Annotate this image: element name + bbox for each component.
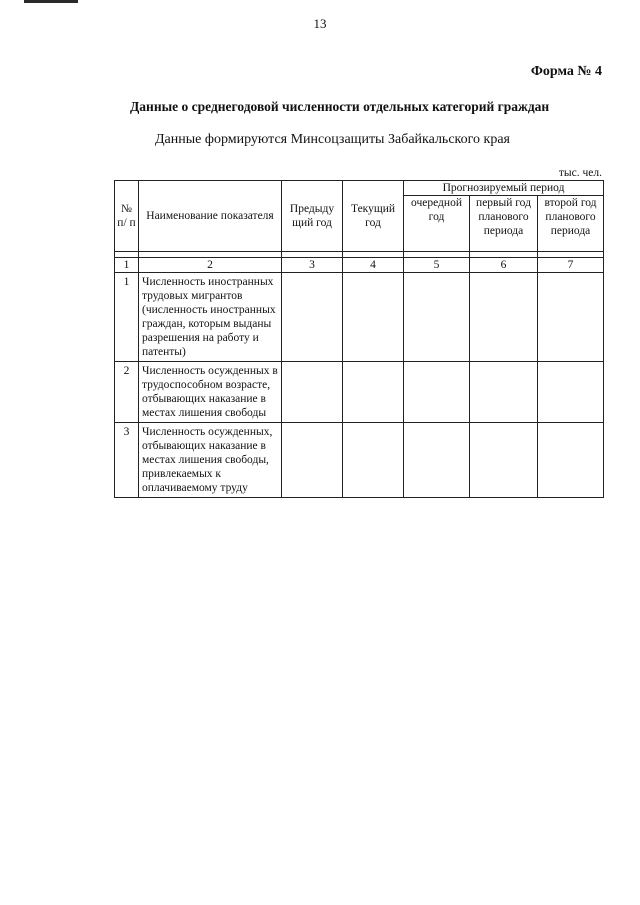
empty-cell bbox=[282, 362, 343, 423]
row-number: 2 bbox=[115, 362, 139, 423]
header-plan-year-2: второй год планового периода bbox=[538, 196, 604, 252]
empty-cell bbox=[538, 362, 604, 423]
empty-cell bbox=[470, 273, 538, 362]
column-number: 7 bbox=[538, 258, 604, 273]
table-row bbox=[115, 273, 604, 362]
empty-cell bbox=[470, 362, 538, 423]
page-number: 13 bbox=[313, 16, 327, 31]
table-row bbox=[115, 423, 604, 498]
column-number: 6 bbox=[470, 258, 538, 273]
column-number: 5 bbox=[404, 258, 470, 273]
header-name: Наименование показателя bbox=[139, 181, 282, 252]
units-label: тыс. чел. bbox=[558, 167, 602, 179]
empty-cell bbox=[343, 273, 404, 362]
row-indicator-name: Численность осужденных в трудоспособном возрасте, отбывающих наказание в местах лишения свободы bbox=[139, 362, 282, 423]
header-num: № п/ п bbox=[115, 181, 139, 252]
empty-cell bbox=[404, 273, 470, 362]
empty-cell bbox=[282, 273, 343, 362]
table-row bbox=[115, 362, 604, 423]
document-subtitle: Данные формируются Минсоцзащиты Забайкальского края bbox=[155, 132, 510, 147]
empty-cell bbox=[538, 423, 604, 498]
document-title: Данные о среднегодовой численности отдельных категорий граждан bbox=[130, 99, 550, 114]
header-prev-year: Предыду щий год bbox=[282, 181, 343, 252]
empty-cell bbox=[470, 423, 538, 498]
row-indicator-name: Численность иностранных трудовых мигрантов (численность иностранных граждан, которым выданы разрешения на работу и патенты) bbox=[139, 273, 282, 362]
form-label: Форма № 4 bbox=[530, 64, 602, 79]
column-number: 4 bbox=[343, 258, 404, 273]
empty-cell bbox=[282, 423, 343, 498]
header-plan-year-1: первый год планового периода bbox=[470, 196, 538, 252]
empty-cell bbox=[538, 273, 604, 362]
column-number: 2 bbox=[139, 258, 282, 273]
empty-cell bbox=[404, 362, 470, 423]
header-current-year: Текущий год bbox=[343, 181, 404, 252]
row-indicator-name: Численность осужденных, отбывающих наказание в местах лишения свободы, привлекаемых к оплачиваемому труду bbox=[139, 423, 282, 498]
top-edge-bar bbox=[24, 0, 78, 3]
empty-cell bbox=[343, 423, 404, 498]
column-number-row bbox=[115, 258, 604, 273]
header-next-year: очередной год bbox=[404, 196, 470, 252]
column-number: 1 bbox=[115, 258, 139, 273]
row-number: 3 bbox=[115, 423, 139, 498]
row-number: 1 bbox=[115, 273, 139, 362]
empty-cell bbox=[404, 423, 470, 498]
header-forecast-group: Прогнозируемый период bbox=[404, 181, 604, 196]
column-number: 3 bbox=[282, 258, 343, 273]
data-table bbox=[114, 180, 604, 498]
empty-cell bbox=[343, 362, 404, 423]
